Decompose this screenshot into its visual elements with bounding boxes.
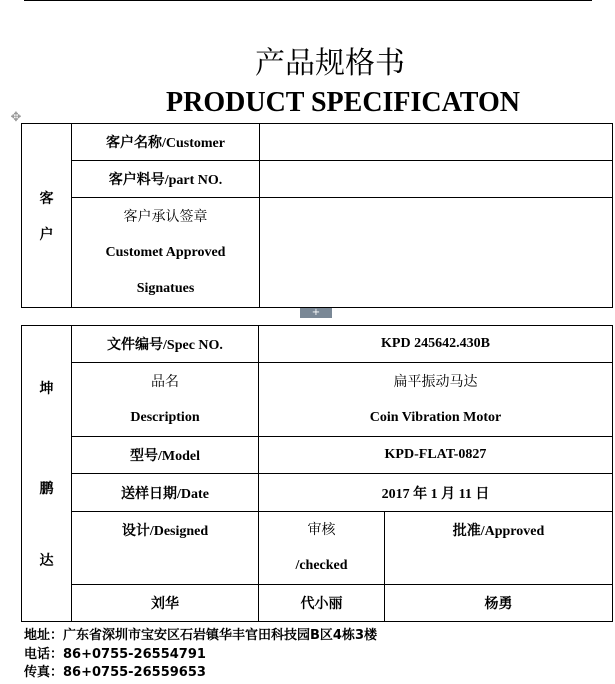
description-label-en: Description: [130, 409, 200, 425]
company-side-char-2: 鹏: [39, 481, 54, 497]
designed-label: 设计/Designed: [72, 512, 259, 585]
spec-no-value: KPD 245642.430B: [259, 326, 613, 363]
description-value: [259, 363, 613, 437]
customer-approval-value[interactable]: [260, 198, 613, 308]
customer-approval-label: [72, 198, 260, 308]
customer-table: [21, 123, 613, 308]
customer-name-label: 客户名称/Customer: [72, 124, 260, 161]
customer-side-char-1: 客: [39, 191, 54, 207]
approval-label-en-2: Signatues: [136, 280, 195, 296]
footer-address: 地址：广东省深圳市宝安区石岩镇华丰官田科技园B区4栋3楼: [24, 628, 377, 643]
customer-name-value[interactable]: [260, 124, 613, 161]
checked-label-en: /checked: [295, 558, 348, 573]
company-side-char-1: 坤: [39, 381, 54, 397]
footer-fax: 传真：86+0755-26559653: [24, 665, 206, 680]
customer-side-label: [22, 124, 72, 308]
page-top-rule: [24, 0, 592, 1]
customer-side-char-2: 户: [39, 227, 54, 243]
date-value: 2017 年 1 月 11 日: [259, 474, 613, 512]
approval-label-en-1: Customet Approved: [105, 244, 226, 260]
date-label: 送样日期/Date: [72, 474, 259, 512]
part-no-value[interactable]: [260, 161, 613, 198]
approval-label-cn: 客户承认签章: [123, 208, 208, 225]
checked-name: 代小丽: [259, 585, 385, 622]
checked-label: [259, 512, 385, 585]
description-label-cn: 品名: [151, 373, 179, 390]
spec-table: [21, 325, 613, 622]
footer-phone: 电话：86+0755-26554791: [24, 647, 206, 662]
approved-name: 杨勇: [385, 585, 613, 622]
insert-row-button[interactable]: +: [300, 308, 332, 318]
table-move-handle-icon[interactable]: ✥: [10, 110, 22, 125]
designed-name: 刘华: [72, 585, 259, 622]
approved-label: 批准/Approved: [385, 512, 613, 585]
document-title-cn: 产品规格书: [255, 46, 405, 81]
document-title-en: PRODUCT SPECIFICATON: [166, 87, 520, 118]
model-label: 型号/Model: [72, 437, 259, 474]
part-no-label: 客户料号/part NO.: [72, 161, 260, 198]
description-value-cn: 扁平振动马达: [393, 373, 478, 390]
company-side-label: [22, 326, 72, 622]
spec-no-label: 文件编号/Spec NO.: [72, 326, 259, 363]
company-side-char-3: 达: [39, 553, 54, 569]
description-label: [72, 363, 259, 437]
checked-label-cn: 审核: [307, 522, 336, 538]
description-value-en: Coin Vibration Motor: [369, 409, 502, 425]
model-value: KPD-FLAT-0827: [259, 437, 613, 474]
